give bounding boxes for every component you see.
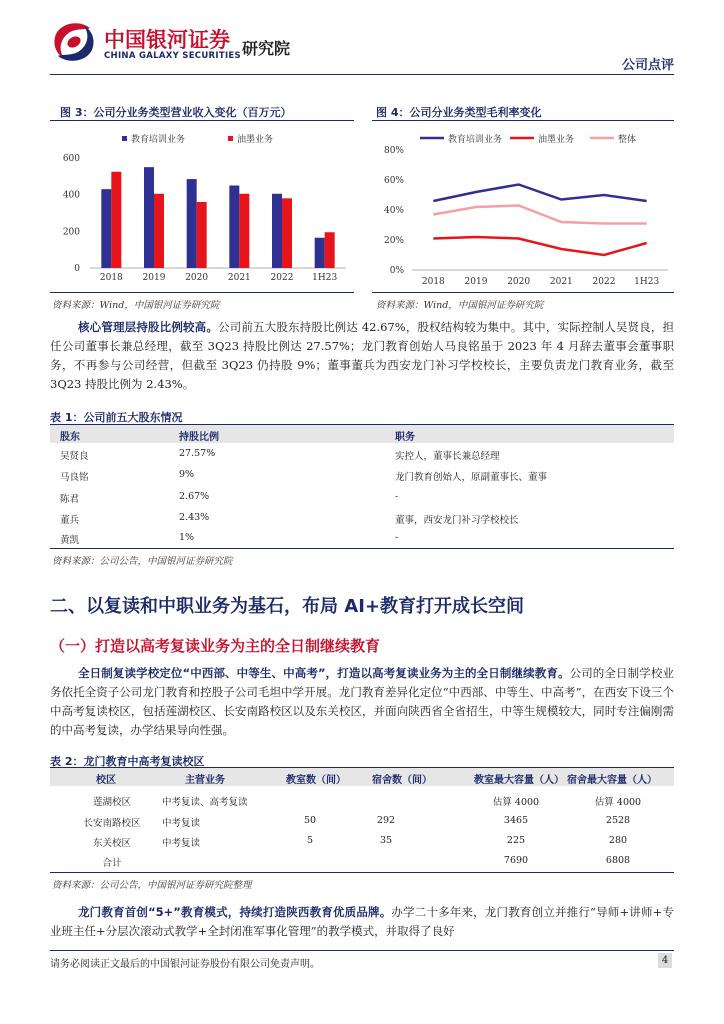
table1-cell-1-2: 龙门教育创始人，原副董事长、董事 <box>395 472 548 483</box>
table2-cell-1-4: 3465 <box>503 815 529 826</box>
x-tick-label-0: 2018 <box>99 273 123 283</box>
company-logo <box>50 18 98 66</box>
y-tick-label-1: 200 <box>62 227 80 238</box>
table2-cell-2-1: 中考复读 <box>162 838 201 849</box>
paragraph-fulltime-school <box>50 664 674 740</box>
legend-swatch-0 <box>122 136 127 141</box>
paragraph-shareholding-body: 公司前五大股东持股比例达 42.67%，股权结构较为集中。其中，实际控制人吴贤良，担任公司董事长兼总经理，截至 3Q23 持股比例达 27.57%；龙门教育创始人马良铭虽于 2023 年 4 月辞去董事会董事职务，不再参与公司经营，但截至 3Q23 仍持股 9%；董事董兵为西安龙门补习学校校长，主要负责龙门教育业务，截至 3Q23 持股比例为 2.43%。 <box>50 320 674 391</box>
table1-cell-1-1: 9% <box>179 469 195 480</box>
page-number: 4 <box>658 953 672 968</box>
subsection1-title: （一）打造以高考复读业务为主的全日制继续教育 <box>50 637 381 655</box>
table2-cell-0-5: 估算 4000 <box>594 797 642 808</box>
table1-cell-4-0: 黄凯 <box>60 535 80 546</box>
x-tick-label-4: 2022 <box>270 273 294 283</box>
table1-cell-2-1: 2.67% <box>179 491 210 502</box>
table2-header-dorms: 宿舍数（间） <box>372 775 432 786</box>
table2-cell-0-1: 中考复读、高考复读 <box>162 797 248 808</box>
table1-cell-2-0: 陈君 <box>60 494 80 505</box>
paragraph-shareholding <box>50 318 674 394</box>
table1-cell-3-1: 2.43% <box>179 512 210 523</box>
series-line-1 <box>433 237 646 255</box>
y-tick-label-1: 20% <box>383 236 404 246</box>
figure3-title: 图 3：公司分业务类型营业收入变化（百万元） <box>60 106 292 119</box>
bar-0-5 <box>315 238 325 268</box>
y-tick-label-3: 60% <box>383 176 404 186</box>
figure4-source: 资料来源：Wind，中国银河证券研究院 <box>376 300 544 311</box>
x-tick-label-5: 1H23 <box>634 277 660 287</box>
bar-1-3 <box>239 194 249 268</box>
table2-source: 资料来源：公司公告，中国银河证券研究院整理 <box>52 880 252 891</box>
margin-line-chart <box>372 122 674 292</box>
y-tick-label-0: 0% <box>389 266 404 276</box>
table1-cell-4-2: - <box>395 532 399 543</box>
table1-bottom-rule <box>50 548 674 549</box>
table2-cell-1-2: 50 <box>303 815 317 826</box>
table2-cell-2-4: 225 <box>506 835 526 846</box>
legend-label-1: 油墨业务 <box>237 135 274 145</box>
series-line-2 <box>433 206 646 224</box>
table2-cell-0-4: 估算 4000 <box>492 797 540 808</box>
table1-cell-3-2: 董事，西安龙门补习学校校长 <box>395 515 519 526</box>
bar-0-1 <box>144 167 154 268</box>
table2-bottom-rule <box>50 872 674 873</box>
x-tick-label-3: 2021 <box>549 277 573 287</box>
table1-title: 表 1：公司前五大股东情况 <box>50 411 183 424</box>
paragraph-5plus-lead: 龙门教育首创“5+”教育模式，持续打造陕西教育优质品牌。 <box>78 905 392 919</box>
x-tick-label-0: 2018 <box>421 277 445 287</box>
table1-cell-1-0: 马良铭 <box>60 472 89 483</box>
y-tick-label-3: 600 <box>62 154 80 164</box>
table2-cell-2-5: 280 <box>608 835 628 846</box>
bar-0-3 <box>229 186 239 269</box>
table1-cell-0-1: 27.57% <box>179 448 216 459</box>
x-tick-label-5: 1H23 <box>312 273 338 283</box>
y-tick-label-2: 40% <box>383 206 404 216</box>
legend-label-1: 油墨业务 <box>538 135 575 145</box>
table2-header-business: 主营业务 <box>185 775 225 786</box>
table2-header-campus: 校区 <box>96 775 116 786</box>
table2-title: 表 2：龙门教育中高考复读校区 <box>50 755 205 768</box>
table1-cell-2-2: - <box>395 491 399 502</box>
figure4-title-rule <box>372 120 674 121</box>
bar-0-0 <box>101 189 111 268</box>
legend-label-2: 整体 <box>618 135 637 145</box>
bar-1-0 <box>111 172 121 268</box>
bar-1-1 <box>154 194 164 268</box>
footer-disclaimer: 请务必阅读正文最后的中国银河证券股份有限公司免责声明。 <box>50 959 320 970</box>
revenue-bar-chart <box>50 122 354 292</box>
institute-label: 研究院 <box>242 39 291 58</box>
series-line-0 <box>433 185 646 202</box>
y-tick-label-0: 0 <box>74 264 80 274</box>
figure3-source: 资料来源：Wind，中国银河证券研究院 <box>52 300 220 311</box>
table1-source: 资料来源：公司公告，中国银河证券研究院 <box>52 556 233 567</box>
bar-0-4 <box>272 194 282 268</box>
figure4-bottom-rule <box>372 292 674 293</box>
figure4-title: 图 4：公司分业务类型毛利率变化 <box>376 106 542 119</box>
table1-cell-0-0: 吴贤良 <box>60 451 89 462</box>
bar-1-4 <box>282 198 292 268</box>
table1-cell-3-0: 董兵 <box>60 515 80 526</box>
section2-title: 二、以复读和中职业务为基石，布局 AI+教育打开成长空间 <box>50 596 524 617</box>
x-tick-label-2: 2020 <box>507 277 531 287</box>
paragraph-shareholding-lead: 核心管理层持股比例较高。 <box>78 320 218 334</box>
paragraph-fulltime-body: 公司的全日制学校业务依托全资子公司龙门教育和控股子公司毛坦中学开展。龙门教育差异化定位“中西部、中等生、中高考”，在西安下设三个中高考复读校区，包括莲湖校区、长安南路校区以及东关校区，并面向陕西省全省招生，中等生规模较大，同时专注偏刚需的中高考复读，办学结果导向性强。 <box>50 666 674 737</box>
table2-cell-1-1: 中考复读 <box>162 818 201 829</box>
table2-cell-1-5: 2528 <box>605 815 631 826</box>
table2-cell-3-4: 7690 <box>503 855 529 866</box>
table1-header-position: 职务 <box>395 432 415 443</box>
y-tick-label-4: 80% <box>383 146 404 156</box>
table2-cell-1-0: 长安南路校区 <box>83 818 141 829</box>
paragraph-5plus-model <box>50 903 674 941</box>
table1-header-row <box>50 425 674 443</box>
bar-0-2 <box>187 179 197 268</box>
logo-english-name: CHINA GALAXY SECURITIES <box>104 51 241 61</box>
figure3-title-rule <box>50 120 354 121</box>
table2-header-dorm-capacity: 宿舍最大容量（人） <box>567 775 657 786</box>
table2-cell-0-0: 莲湖校区 <box>92 797 131 808</box>
paragraph-5plus-body: 办学二十多年来，龙门教育创立并推行“导师+讲师+专业班主任+分层次滚动式教学+全封闭准军事化管理”的教学模式，并取得了良好 <box>50 905 674 938</box>
table1-header-ratio: 持股比例 <box>179 432 219 443</box>
table2-cell-2-2: 5 <box>306 835 314 846</box>
table1-header-shareholder: 股东 <box>60 432 80 443</box>
table2-cell-2-3: 35 <box>379 835 393 846</box>
header-rule <box>50 74 674 75</box>
table2-header-classroom-capacity: 教室最大容量（人） <box>474 775 564 786</box>
table1-cell-0-2: 实控人，董事长兼总经理 <box>395 451 500 462</box>
x-tick-label-2: 2020 <box>185 273 209 283</box>
bar-1-5 <box>325 232 335 268</box>
table2-header-classrooms: 教室数（间） <box>286 775 346 786</box>
table2-cell-2-0: 东关校区 <box>92 838 131 849</box>
table1-cell-4-1: 1% <box>179 532 195 543</box>
figure3-bottom-rule <box>50 292 354 293</box>
table2-header-row <box>50 768 674 786</box>
x-tick-label-3: 2021 <box>227 273 251 283</box>
x-tick-label-1: 2019 <box>464 277 488 287</box>
paragraph-fulltime-lead: 全日制复读学校定位“中西部、中等生、中高考”，打造以高考复读业务为主的全日制继续教育。 <box>78 666 570 680</box>
y-tick-label-2: 400 <box>62 190 80 201</box>
table2-cell-3-0: 合计 <box>102 858 122 869</box>
doc-type-label: 公司点评 <box>621 58 674 73</box>
footer-rule <box>50 950 674 951</box>
bar-1-2 <box>197 202 207 268</box>
legend-label-0: 教育培训业务 <box>131 135 186 145</box>
x-tick-label-4: 2022 <box>592 277 616 287</box>
x-tick-label-1: 2019 <box>142 273 166 283</box>
logo-chinese-name: 中国银河证券 <box>104 28 230 52</box>
table2-cell-1-3: 292 <box>376 815 396 826</box>
legend-swatch-1 <box>228 136 233 141</box>
galaxy-logo-icon <box>50 18 98 66</box>
table2-cell-3-5: 6808 <box>605 855 631 866</box>
legend-label-0: 教育培训业务 <box>448 135 503 145</box>
